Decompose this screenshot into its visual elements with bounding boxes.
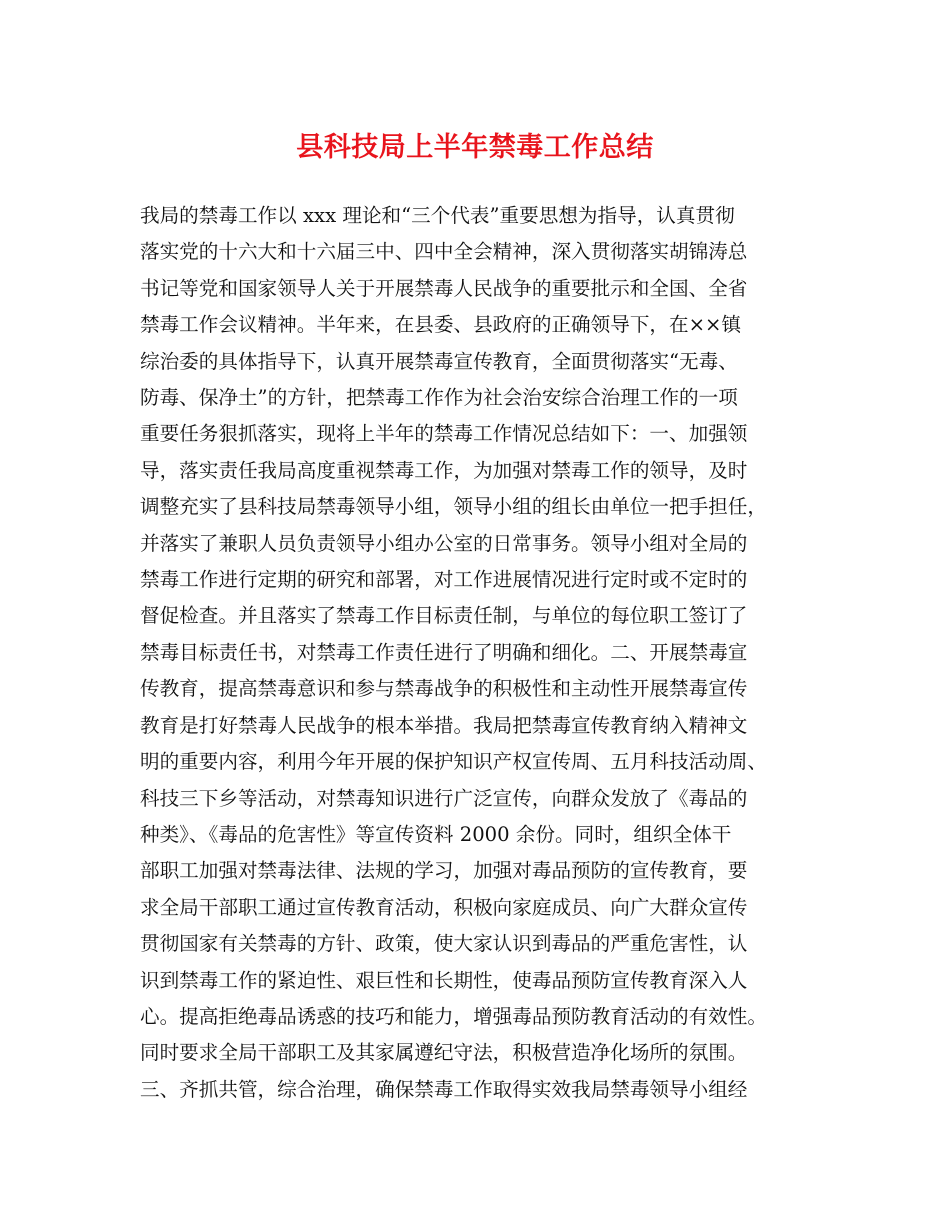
body-line: 禁毒工作进行定期的研究和部署，对工作进展情况进行定时或不定时的	[140, 568, 748, 592]
body-line: 同时要求全局干部职工及其家属遵纪守法，积极营造净化场所的氛围。	[140, 1041, 748, 1065]
document-body	[140, 198, 826, 1108]
body-line: 心。提高拒绝毒品诱惑的技巧和能力，增强毒品预防教育活动的有效性。	[140, 1004, 767, 1028]
body-line: 书记等党和国家领导人关于开展禁毒人民战争的重要批示和全国、全省	[140, 276, 748, 300]
body-line: 禁毒目标责任书，对禁毒工作责任进行了明确和细化。二、开展禁毒宣	[140, 640, 748, 664]
body-line: 并落实了兼职人员负责领导小组办公室的日常事务。领导小组对全局的	[140, 531, 748, 555]
body-line: 导，落实责任我局高度重视禁毒工作，为加强对禁毒工作的领导，及时	[140, 458, 748, 482]
body-line: 防毒、保净土”的方针，把禁毒工作作为社会治安综合治理工作的一项	[140, 386, 738, 410]
body-line: 调整充实了县科技局禁毒领导小组，领导小组的组长由单位一把手担任，	[140, 495, 767, 519]
body-line: 求全局干部职工通过宣传教育活动，积极向家庭成员、向广大群众宣传	[140, 895, 748, 919]
body-line: 禁毒工作会议精神。半年来，在县委、县政府的正确领导下，在××镇	[140, 313, 742, 337]
body-line: 督促检查。并且落实了禁毒工作目标责任制，与单位的每位职工签订了	[140, 604, 748, 628]
body-line: 重要任务狠抓落实，现将上半年的禁毒工作情况总结如下：一、加强领	[140, 422, 748, 446]
document-title: 县科技局上半年禁毒工作总结	[296, 132, 654, 163]
body-line: 部职工加强对禁毒法律、法规的学习，加强对毒品预防的宣传教育，要	[140, 859, 748, 883]
body-line: 明的重要内容，利用今年开展的保护知识产权宣传周、五月科技活动周、	[140, 750, 767, 774]
body-line: 识到禁毒工作的紧迫性、艰巨性和长期性，使毒品预防宣传教育深入人	[140, 968, 748, 992]
body-line: 贯彻国家有关禁毒的方针、政策，使大家认识到毒品的严重危害性，认	[140, 932, 748, 956]
body-line: 我局的禁毒工作以 xxx 理论和“三个代表”重要思想为指导，认真贯彻	[140, 204, 735, 227]
body-line: 种类》、《毒品的危害性》等宣传资料 2000 余份。同时，组织全体干	[140, 822, 732, 846]
body-line: 科技三下乡等活动，对禁毒知识进行广泛宣传，向群众发放了《毒品的	[140, 786, 748, 810]
body-line: 三、齐抓共管，综合治理，确保禁毒工作取得实效我局禁毒领导小组经	[140, 1077, 748, 1101]
body-line: 综治委的具体指导下，认真开展禁毒宣传教育，全面贯彻落实“无毒、	[140, 349, 738, 373]
body-line: 传教育，提高禁毒意识和参与禁毒战争的积极性和主动性开展禁毒宣传	[140, 677, 748, 701]
body-line: 落实党的十六大和十六届三中、四中全会精神，深入贯彻落实胡锦涛总	[140, 240, 748, 264]
body-line: 教育是打好禁毒人民战争的根本举措。我局把禁毒宣传教育纳入精神文	[140, 713, 748, 737]
